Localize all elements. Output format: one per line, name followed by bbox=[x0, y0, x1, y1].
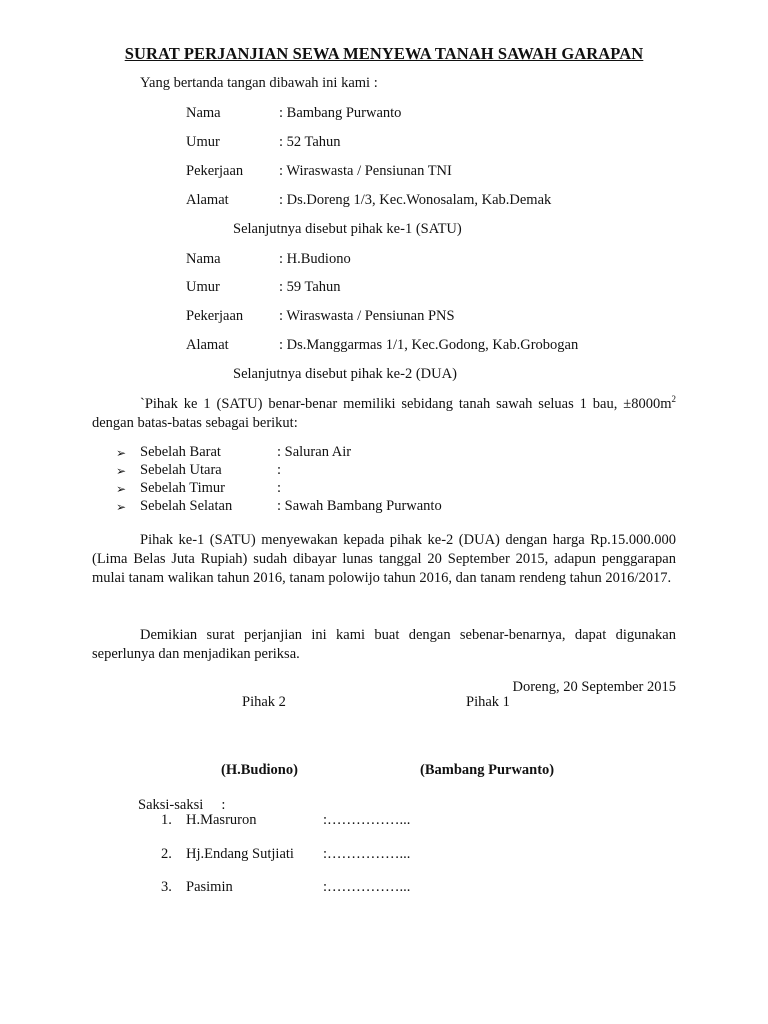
bullet-arrow-icon: ➢ bbox=[116, 500, 127, 514]
closing-paragraph bbox=[92, 626, 676, 664]
boundary-west-label: Sebelah Barat bbox=[140, 444, 221, 460]
rental-terms-paragraph bbox=[92, 531, 676, 588]
witness-signature-line: :……………... bbox=[323, 846, 411, 862]
boundary-south-label: Sebelah Selatan bbox=[140, 498, 233, 514]
party2-name-label: Nama bbox=[186, 251, 221, 267]
party2-job-label: Pekerjaan bbox=[186, 308, 244, 324]
signature-name-party1: (Bambang Purwanto) bbox=[420, 762, 555, 778]
witness-number: 3. bbox=[161, 879, 172, 895]
para2-text: Pihak ke-1 (SATU) menyewakan kepada pihak ke-2 (DUA) dengan harga Rp.15.000.000 (Lima Belas Juta Rupiah) sudah dibayar lunas tanggal 20 September 2015, adapun penggarapan mulai tanam walikan tahun 2016, tanam polowijo tahun 2016, dan tanam rendeng tahun 2016/2017. bbox=[92, 532, 676, 586]
para1-main: `Pihak ke 1 (SATU) benar-benar memiliki sebidang tanah sawah seluas 1 bau, ±8000m bbox=[140, 396, 672, 412]
boundary-south-value: : Sawah Bambang Purwanto bbox=[277, 498, 442, 514]
party2-address-label: Alamat bbox=[186, 337, 229, 353]
party2-age-value: : 59 Tahun bbox=[279, 279, 341, 295]
witness-title: Saksi-saksi : bbox=[138, 797, 226, 813]
bullet-arrow-icon: ➢ bbox=[116, 464, 127, 478]
party1-note: Selanjutnya disebut pihak ke-1 (SATU) bbox=[233, 221, 462, 237]
signature-label-party2: Pihak 2 bbox=[242, 694, 286, 710]
signature-label-party1: Pihak 1 bbox=[466, 694, 510, 710]
land-description-paragraph bbox=[92, 395, 676, 433]
party1-job-value: : Wiraswasta / Pensiunan TNI bbox=[279, 163, 452, 179]
party1-job-label: Pekerjaan bbox=[186, 163, 244, 179]
witness-name: Hj.Endang Sutjiati bbox=[186, 846, 294, 862]
witness-signature-line: :……………... bbox=[323, 879, 411, 895]
bullet-arrow-icon: ➢ bbox=[116, 482, 127, 496]
intro-text: Yang bertanda tangan dibawah ini kami : bbox=[140, 75, 378, 91]
boundary-west-value: : Saluran Air bbox=[277, 444, 352, 460]
bullet-arrow-icon: ➢ bbox=[116, 446, 127, 460]
boundary-north-label: Sebelah Utara bbox=[140, 462, 222, 478]
document-title: SURAT PERJANJIAN SEWA MENYEWA TANAH SAWAH GARAPAN bbox=[124, 44, 644, 63]
witness-number: 1. bbox=[161, 812, 172, 828]
party2-name-value: : H.Budiono bbox=[279, 251, 351, 267]
party1-address-value: : Ds.Doreng 1/3, Kec.Wonosalam, Kab.Demak bbox=[279, 192, 552, 208]
witness-name: Pasimin bbox=[186, 879, 233, 895]
para3-text: Demikian surat perjanjian ini kami buat dengan sebenar-benarnya, dapat digunakan seperlunya dan menjadikan periksa. bbox=[92, 627, 676, 662]
party1-name-label: Nama bbox=[186, 105, 221, 121]
para1-end: dengan batas-batas sebagai berikut: bbox=[92, 415, 298, 431]
signature-name-party2: (H.Budiono) bbox=[221, 762, 298, 778]
party1-age-label: Umur bbox=[186, 134, 220, 150]
para1-superscript: 2 bbox=[671, 394, 676, 405]
party1-age-value: : 52 Tahun bbox=[279, 134, 341, 150]
party1-name-value: : Bambang Purwanto bbox=[279, 105, 402, 121]
party2-address-value: : Ds.Manggarmas 1/1, Kec.Godong, Kab.Grobogan bbox=[279, 337, 579, 353]
boundary-east-value: : bbox=[277, 480, 282, 496]
place-date: Doreng, 20 September 2015 bbox=[512, 679, 676, 695]
party1-address-label: Alamat bbox=[186, 192, 229, 208]
witness-name: H.Masruron bbox=[186, 812, 257, 828]
boundary-east-label: Sebelah Timur bbox=[140, 480, 225, 496]
party2-job-value: : Wiraswasta / Pensiunan PNS bbox=[279, 308, 455, 324]
witness-number: 2. bbox=[161, 846, 172, 862]
party2-note: Selanjutnya disebut pihak ke-2 (DUA) bbox=[233, 366, 457, 382]
witness-signature-line: :……………... bbox=[323, 812, 411, 828]
boundary-north-value: : bbox=[277, 462, 282, 478]
party2-age-label: Umur bbox=[186, 279, 220, 295]
